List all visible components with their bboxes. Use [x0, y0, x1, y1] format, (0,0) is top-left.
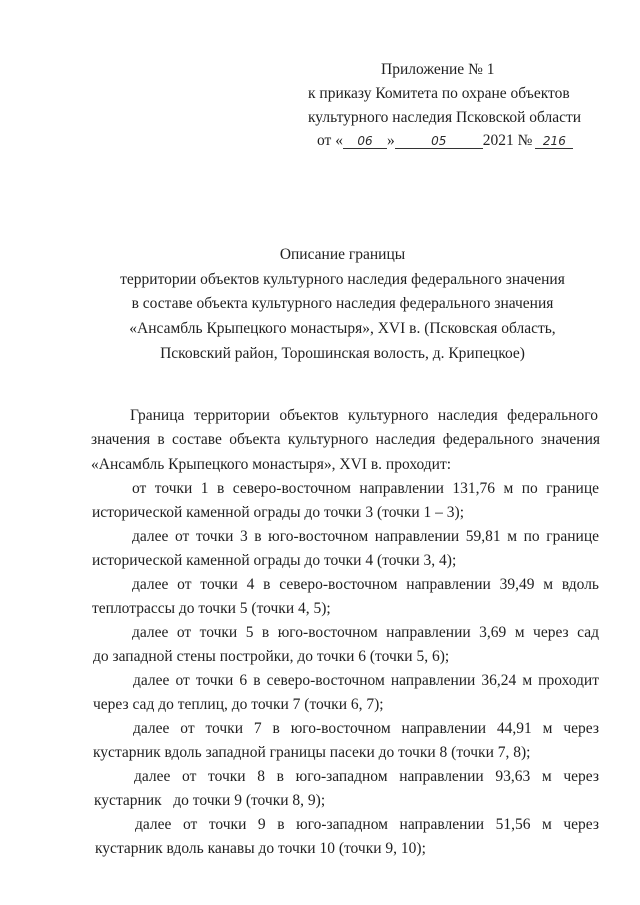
item-4-line-2: до западной стены постройки, до точки 6 (точки 5, 6); [93, 648, 450, 665]
date-mid: » [386, 132, 395, 149]
item-5-line-2: через сад до теплиц, до точки 7 (точки 6, 7); [93, 696, 384, 713]
item-3-line-1: далее от точки 4 в северо-восточном направлении 39,49 м вдоль [132, 576, 599, 593]
date-prefix: от « [317, 132, 343, 149]
item-5-line-1: далее от точки 6 в северо-восточном направлении 36,24 м проходит [133, 672, 599, 689]
date-month [395, 134, 483, 149]
title-line-4: «Ансамбль Крыпецкого монастыря», XVI в. (Псковская область, [129, 320, 556, 337]
appendix-date-line [317, 131, 573, 151]
date-day [343, 134, 387, 149]
item-4-line-1: далее от точки 5 в юго-восточном направлении 3,69 м через сад [132, 624, 599, 641]
item-8-line-2: кустарник вдоль канавы до точки 10 (точки 9, 10); [95, 840, 426, 857]
appendix-committee-line: культурного наследия Псковской области [308, 109, 582, 126]
intro-line-3: «Ансамбль Крыпецкого монастыря», XVI в. проходит: [91, 456, 452, 473]
handwritten-number: 216 [542, 134, 566, 148]
date-year: 2021 № [482, 132, 533, 149]
item-1-line-2: исторической каменной ограды до точки 3 (точки 1 – 3); [92, 504, 465, 521]
item-7-line-1: далее от точки 8 в юго-западном направлении 93,63 м через [134, 768, 599, 785]
handwritten-day: 06 [357, 134, 373, 148]
handwritten-month: 05 [431, 134, 447, 148]
item-3-line-2: теплотрассы до точки 5 (точки 4, 5); [92, 600, 331, 617]
intro-line-2: значения в составе объекта культурного наследия федерального значения [91, 431, 600, 448]
item-6-line-2: кустарник вдоль западной границы пасеки до точки 8 (точки 7, 8); [93, 744, 531, 761]
title-line-5: Псковский район, Торошинская волость, д. Крипецкое) [160, 345, 525, 362]
intro-line-1: Граница территории объектов культурного наследия федерального [130, 407, 598, 424]
item-2-line-2: исторической каменной ограды до точки 4 (точки 3, 4); [92, 552, 457, 569]
item-6-line-1: далее от точки 7 в юго-восточном направлении 44,91 м через [133, 720, 599, 737]
item-8-line-1: далее от точки 9 в юго-западном направлении 51,56 м через [135, 816, 599, 833]
title-line-1: Описание границы [279, 246, 406, 263]
appendix-order-line: к приказу Комитета по охране объектов [308, 85, 570, 102]
item-2-line-1: далее от точки 3 в юго-восточном направлении 59,81 м по границе [132, 528, 599, 545]
item-1-line-1: от точки 1 в северо-восточном направлении 131,76 м по границе [132, 480, 599, 497]
title-line-3: в составе объекта культурного наследия федерального значения [131, 295, 554, 312]
date-number [535, 134, 573, 149]
title-line-2: территории объектов культурного наследия федерального значения [120, 271, 565, 288]
item-7-line-2: кустарник до точки 9 (точки 8, 9); [94, 792, 326, 809]
appendix-title: Приложение № 1 [381, 61, 495, 78]
